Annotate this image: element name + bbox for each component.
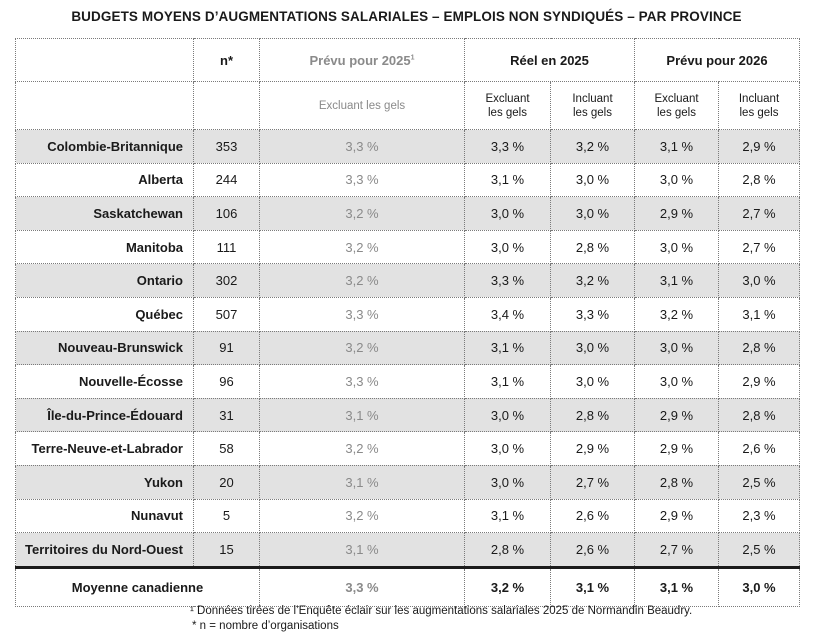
province-cell: Yukon [16, 465, 194, 499]
prevu-2026-incluant-cell: 2,6 % [719, 432, 800, 466]
n-cell: 96 [194, 365, 260, 399]
reel-excluant-cell: 3,0 % [465, 398, 551, 432]
reel-incluant-cell: 2,8 % [551, 230, 635, 264]
average-label: Moyenne canadienne [16, 567, 260, 606]
prevu-2026-incluant-cell: 3,1 % [719, 297, 800, 331]
prevu-2026-excluant-cell: 2,9 % [635, 398, 719, 432]
reel-incluant-cell: 3,0 % [551, 163, 635, 197]
n-cell: 244 [194, 163, 260, 197]
n-cell: 507 [194, 297, 260, 331]
average-prevu-2026-incluant: 3,0 % [719, 567, 800, 606]
prevu-2025-header: Prévu pour 2025$^1$ [260, 39, 465, 82]
reel-excluant-cell: 3,0 % [465, 230, 551, 264]
empty-header-cell [16, 39, 194, 82]
prevu-2026-excluant-cell: 3,1 % [635, 130, 719, 164]
n-cell: 20 [194, 465, 260, 499]
province-cell: Québec [16, 297, 194, 331]
salary-table [15, 38, 800, 607]
n-cell: 353 [194, 130, 260, 164]
table-row [16, 465, 800, 499]
prevu-2025-cell: 3,2 % [260, 230, 465, 264]
prevu-2026-incluant-cell: 2,7 % [719, 197, 800, 231]
average-reel-incluant: 3,1 % [551, 567, 635, 606]
n-cell: 15 [194, 533, 260, 568]
n-cell: 58 [194, 432, 260, 466]
table-row [16, 499, 800, 533]
prevu-2025-cell: 3,2 % [260, 331, 465, 365]
average-reel-excluant: 3,2 % [465, 567, 551, 606]
reel-incluant-cell: 3,3 % [551, 297, 635, 331]
reel-incluant-subheader: Incluant les gels [551, 82, 635, 130]
reel-incluant-cell: 2,7 % [551, 465, 635, 499]
prevu-2025-excluant-subheader: Excluant les gels [260, 82, 465, 130]
reel-incluant-cell: 2,9 % [551, 432, 635, 466]
table-row [16, 130, 800, 164]
province-cell: Colombie-Britannique [16, 130, 194, 164]
n-cell: 106 [194, 197, 260, 231]
footnote-marker: 1 [410, 54, 415, 62]
footnotes [190, 604, 692, 634]
reel-excluant-cell: 3,0 % [465, 432, 551, 466]
n-cell: 31 [194, 398, 260, 432]
prevu-2026-excluant-cell: 2,9 % [635, 197, 719, 231]
prevu-2025-cell: 3,2 % [260, 499, 465, 533]
reel-incluant-cell: 3,2 % [551, 130, 635, 164]
prevu-2025-cell: 3,1 % [260, 465, 465, 499]
prevu-2026-excluant-cell: 2,9 % [635, 499, 719, 533]
average-row [16, 567, 800, 606]
province-cell: Nunavut [16, 499, 194, 533]
prevu-2026-excluant-cell: 2,9 % [635, 432, 719, 466]
reel-excluant-cell: 3,0 % [465, 465, 551, 499]
reel-excluant-cell: 3,4 % [465, 297, 551, 331]
reel-incluant-cell: 3,2 % [551, 264, 635, 298]
prevu-2026-incluant-cell: 2,5 % [719, 533, 800, 568]
reel-excluant-cell: 3,3 % [465, 130, 551, 164]
reel-excluant-cell: 3,3 % [465, 264, 551, 298]
prevu-2026-incluant-cell: 2,8 % [719, 163, 800, 197]
prevu-2026-excluant-cell: 3,2 % [635, 297, 719, 331]
average-prevu-2025: 3,3 % [260, 567, 465, 606]
n-header: n* [194, 39, 260, 82]
prevu-2026-incluant-subheader: Incluant les gels [719, 82, 800, 130]
prevu-2026-incluant-cell: 2,3 % [719, 499, 800, 533]
empty-subheader-cell [194, 82, 260, 130]
prevu-2026-incluant-cell: 2,8 % [719, 331, 800, 365]
reel-excluant-cell: 3,0 % [465, 197, 551, 231]
n-cell: 91 [194, 331, 260, 365]
province-cell: Territoires du Nord-Ouest [16, 533, 194, 568]
prevu-2026-excluant-subheader: Excluant les gels [635, 82, 719, 130]
province-cell: Nouveau-Brunswick [16, 331, 194, 365]
prevu-2026-incluant-cell: 2,8 % [719, 398, 800, 432]
table-row [16, 264, 800, 298]
prevu-2026-excluant-cell: 3,1 % [635, 264, 719, 298]
reel-incluant-cell: 3,0 % [551, 331, 635, 365]
prevu-2026-excluant-cell: 3,0 % [635, 331, 719, 365]
prevu-2026-excluant-cell: 2,7 % [635, 533, 719, 568]
reel-incluant-cell: 2,6 % [551, 499, 635, 533]
table-row [16, 533, 800, 568]
reel-excluant-cell: 3,1 % [465, 365, 551, 399]
table-row [16, 398, 800, 432]
prevu-2025-cell: 3,3 % [260, 365, 465, 399]
prevu-2026-excluant-cell: 3,0 % [635, 365, 719, 399]
reel-excluant-cell: 3,1 % [465, 331, 551, 365]
reel-incluant-cell: 2,6 % [551, 533, 635, 568]
prevu-2026-incluant-cell: 2,5 % [719, 465, 800, 499]
prevu-2025-cell: 3,2 % [260, 264, 465, 298]
table-row [16, 432, 800, 466]
prevu-2026-incluant-cell: 3,0 % [719, 264, 800, 298]
prevu-2026-excluant-cell: 2,8 % [635, 465, 719, 499]
table-row [16, 163, 800, 197]
prevu-2025-cell: 3,3 % [260, 130, 465, 164]
prevu-2026-header: Prévu pour 2026 [635, 39, 800, 82]
reel-incluant-cell: 2,8 % [551, 398, 635, 432]
reel-excluant-cell: 3,1 % [465, 163, 551, 197]
page-title: BUDGETS MOYENS D’AUGMENTATIONS SALARIALES – EMPLOIS NON SYNDIQUÉS – PAR PROVINCE [71, 9, 742, 24]
prevu-2026-incluant-cell: 2,9 % [719, 130, 800, 164]
province-cell: Alberta [16, 163, 194, 197]
prevu-2025-cell: 3,2 % [260, 432, 465, 466]
prevu-2025-cell: 3,1 % [260, 398, 465, 432]
prevu-2025-cell: 3,2 % [260, 197, 465, 231]
province-cell: Terre-Neuve-et-Labrador [16, 432, 194, 466]
prevu-2025-cell: 3,3 % [260, 163, 465, 197]
reel-excluant-cell: 3,1 % [465, 499, 551, 533]
footnote-source: ¹ Données tirées de l’Enquête éclair sur les augmentations salariales 2025 de Normandin Beaudry. [190, 605, 693, 617]
reel-incluant-cell: 3,0 % [551, 197, 635, 231]
header-row [16, 39, 800, 82]
province-cell: Nouvelle-Écosse [16, 365, 194, 399]
reel-excluant-subheader: Excluant les gels [465, 82, 551, 130]
province-cell: Ontario [16, 264, 194, 298]
reel-incluant-cell: 3,0 % [551, 365, 635, 399]
n-cell: 111 [194, 230, 260, 264]
prevu-2026-excluant-cell: 3,0 % [635, 230, 719, 264]
table-row [16, 331, 800, 365]
empty-subheader-cell [16, 82, 194, 130]
average-prevu-2026-excluant: 3,1 % [635, 567, 719, 606]
prevu-2026-incluant-cell: 2,9 % [719, 365, 800, 399]
footnote-n-definition: * n = nombre d’organisations [192, 620, 339, 632]
province-cell: Manitoba [16, 230, 194, 264]
province-cell: Île-du-Prince-Édouard [16, 398, 194, 432]
prevu-2026-incluant-cell: 2,7 % [719, 230, 800, 264]
n-cell: 5 [194, 499, 260, 533]
table-row [16, 365, 800, 399]
n-cell: 302 [194, 264, 260, 298]
prevu-2025-cell: 3,1 % [260, 533, 465, 568]
table-row [16, 197, 800, 231]
prevu-2025-cell: 3,3 % [260, 297, 465, 331]
reel-excluant-cell: 2,8 % [465, 533, 551, 568]
reel-2025-header: Réel en 2025 [465, 39, 635, 82]
table-row [16, 297, 800, 331]
prevu-2026-excluant-cell: 3,0 % [635, 163, 719, 197]
province-cell: Saskatchewan [16, 197, 194, 231]
subheader-row [16, 82, 800, 130]
table-row [16, 230, 800, 264]
